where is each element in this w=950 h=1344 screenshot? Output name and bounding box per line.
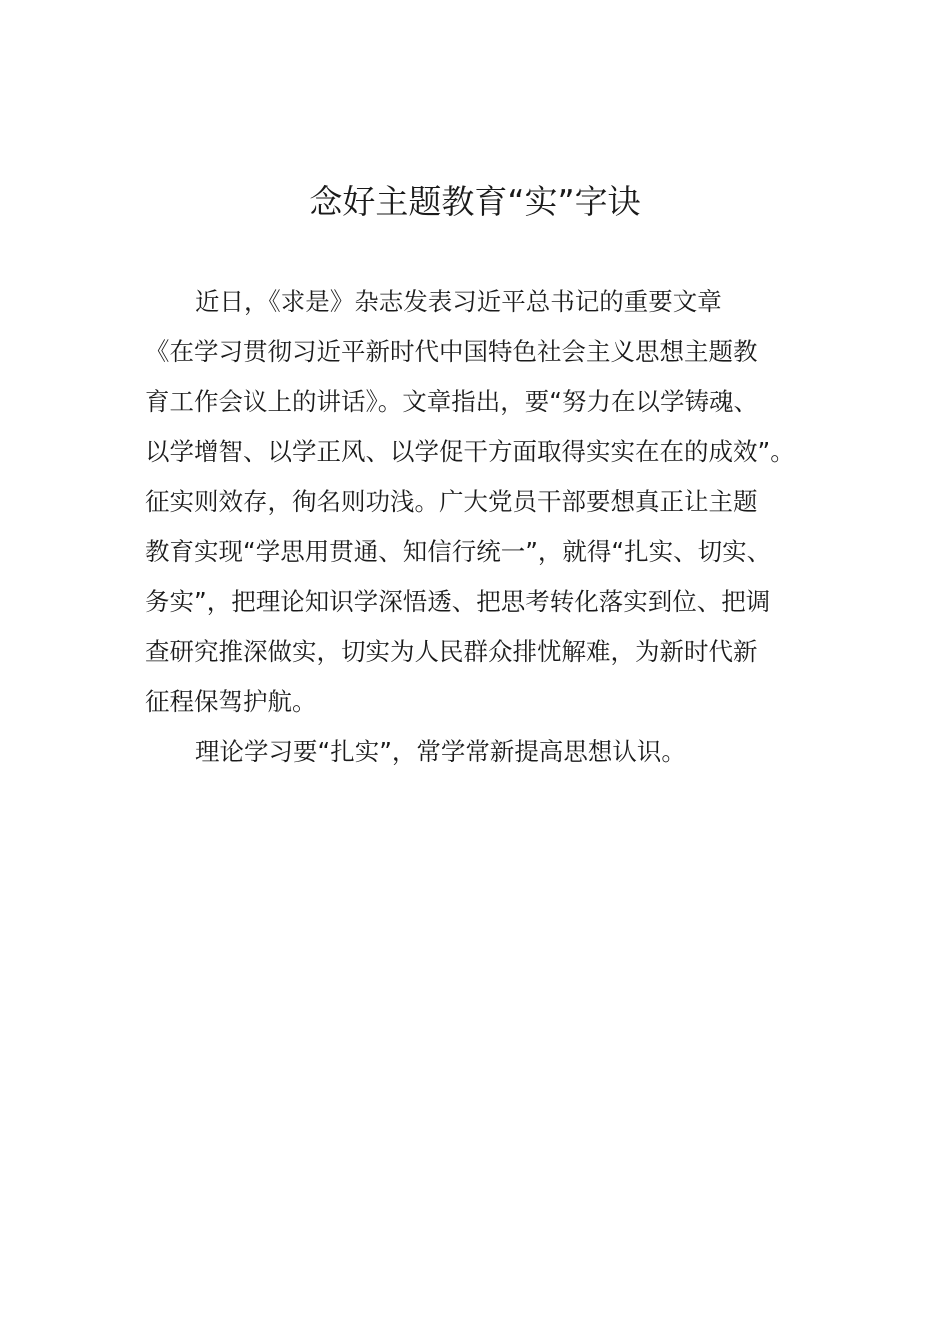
- paragraph-line: 征实则效存，徇名则功浅。广大党员干部要想真正让主题: [145, 487, 758, 516]
- document-body: [145, 277, 815, 777]
- paragraph-line: 征程保驾护航。: [145, 687, 317, 716]
- document-title: 念好主题教育“实”字诀: [309, 182, 641, 221]
- paragraph-line: 《在学习贯彻习近平新时代中国特色社会主义思想主题教: [145, 337, 758, 366]
- paragraph-line: 育工作会议上的讲话》。文章指出，要“努力在以学铸魂、: [145, 387, 758, 416]
- paragraph-line: 查研究推深做实，切实为人民群众排忧解难，为新时代新: [145, 637, 758, 666]
- paragraph-line: 以学增智、以学正风、以学促干方面取得实实在在的成效”。: [145, 437, 795, 466]
- paragraph-intro: [145, 277, 815, 727]
- paragraph-line: 教育实现“学思用贯通、知信行统一”，就得“扎实、切实、: [145, 537, 772, 566]
- paragraph-section-heading: [145, 727, 815, 777]
- section-heading-line: 理论学习要“扎实”，常学常新提高思想认识。: [195, 737, 686, 766]
- paragraph-line: 务实”，把理论知识学深悟透、把思考转化落实到位、把调: [145, 587, 771, 616]
- paragraph-line: 近日，《求是》杂志发表习近平总书记的重要文章: [195, 287, 722, 316]
